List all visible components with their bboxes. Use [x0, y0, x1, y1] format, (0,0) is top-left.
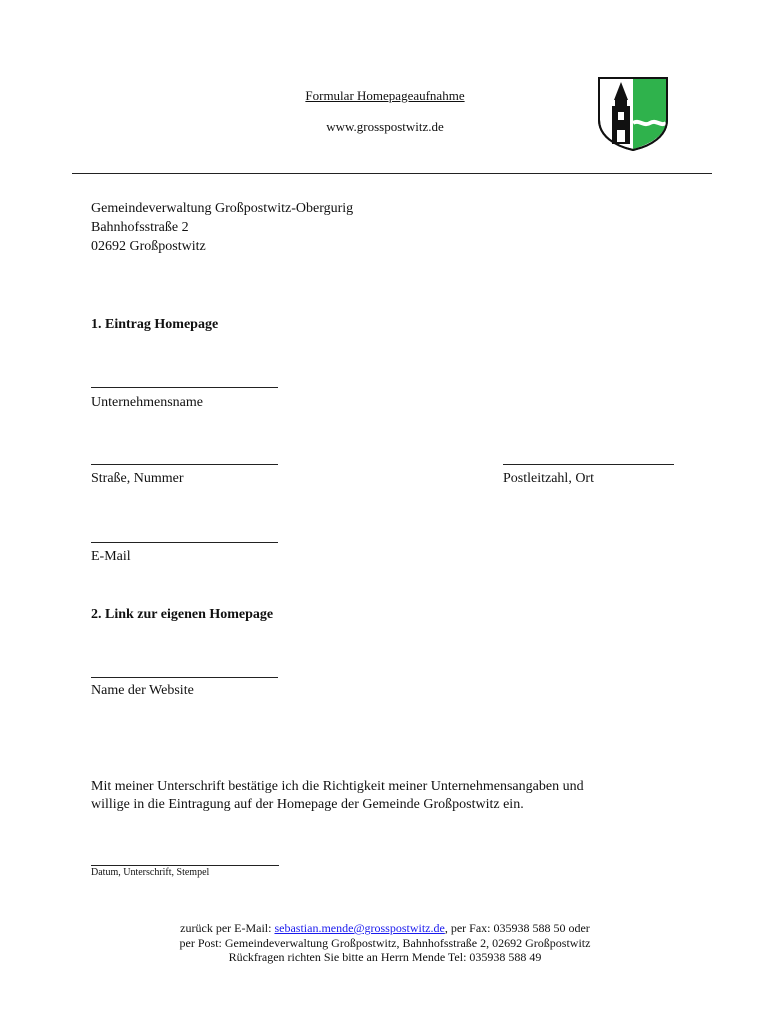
section1-heading: 1. Eintrag Homepage	[91, 317, 219, 332]
postcode-city-label: Postleitzahl, Ort	[503, 471, 594, 486]
footer-line-2: per Post: Gemeindeverwaltung Großpostwitz, Bahnhofsstraße 2, 02692 Großpostwitz	[179, 935, 591, 950]
website-url: www.grosspostwitz.de	[326, 119, 444, 134]
return-instructions	[0, 921, 770, 965]
consent-line-1: Mit meiner Unterschrift bestätige ich die Richtigkeit meiner Unternehmensangaben und	[91, 779, 584, 794]
street-label: Straße, Nummer	[91, 471, 184, 486]
footer-line-1	[0, 921, 770, 936]
email-field[interactable]	[91, 542, 278, 543]
form-title: Formular Homepageaufnahme	[305, 88, 465, 103]
company-name-field[interactable]	[91, 387, 278, 388]
address-line-3: 02692 Großpostwitz	[91, 239, 206, 254]
municipal-coat-of-arms-icon	[597, 76, 669, 152]
consent-text	[91, 778, 691, 814]
address-line-1: Gemeindeverwaltung Großpostwitz-Obergurig	[91, 201, 354, 216]
company-name-label: Unternehmensname	[91, 395, 203, 410]
footer-fax-text: , per Fax: 035938 588 50 oder	[444, 921, 590, 935]
signature-field[interactable]	[91, 865, 279, 866]
consent-line-2: willige in die Eintragung auf der Homepage der Gemeinde Großpostwitz ein.	[91, 797, 524, 812]
street-field[interactable]	[91, 464, 278, 465]
header-divider	[72, 173, 712, 174]
footer-email-prefix: zurück per E-Mail:	[180, 921, 275, 935]
postcode-city-field[interactable]	[503, 464, 674, 465]
email-label: E-Mail	[91, 549, 131, 564]
section2-heading: 2. Link zur eigenen Homepage	[91, 607, 274, 622]
recipient-address	[91, 199, 353, 256]
address-line-2: Bahnhofsstraße 2	[91, 220, 189, 235]
website-name-label: Name der Website	[91, 683, 194, 698]
signature-label: Datum, Unterschrift, Stempel	[91, 867, 210, 878]
email-link[interactable]: sebastian.mende@grosspostwitz.de	[274, 921, 445, 935]
footer-line-3: Rückfragen richten Sie bitte an Herrn Mende Tel: 035938 588 49	[228, 950, 542, 964]
website-name-field[interactable]	[91, 677, 278, 678]
